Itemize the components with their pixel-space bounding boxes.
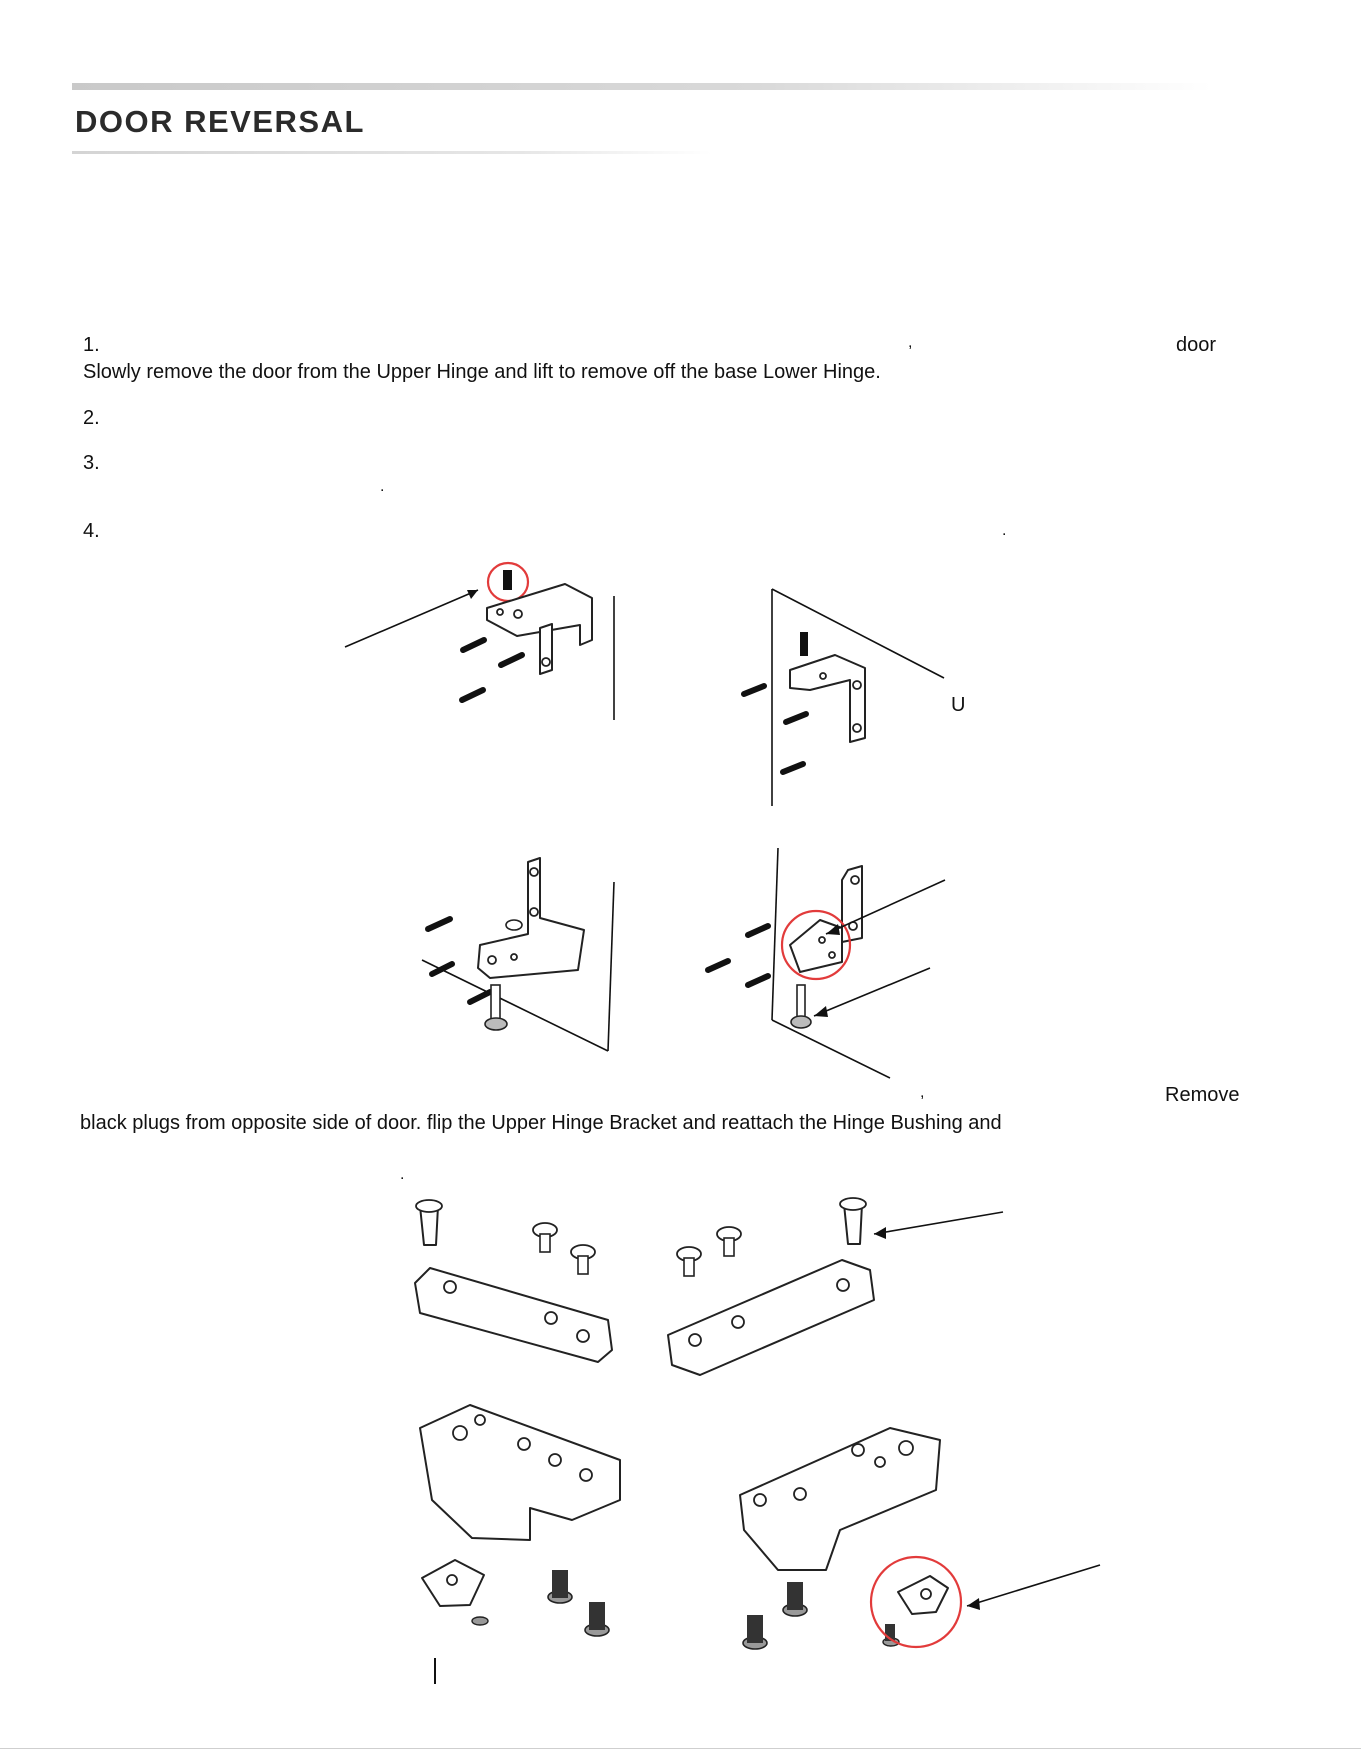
- step-3-period: .: [380, 478, 385, 495]
- paragraph-2-text-line-2: black plugs from opposite side of door. flip the Upper Hinge Bracket and reattach the Hinge Bushing and: [80, 1112, 1002, 1134]
- upper-hinge-figure-left: [345, 563, 614, 720]
- paragraph-2-period: .: [400, 1166, 405, 1183]
- step-1-number: 1.: [83, 334, 100, 356]
- step-1-door-word: door: [1176, 334, 1217, 356]
- page-title: DOOR REVERSAL: [75, 104, 365, 139]
- upper-hinge-figure-right: [744, 589, 944, 806]
- step-1-text-line-2: Slowly remove the door from the Upper Hinge and lift to remove off the base Lower Hinge.: [83, 361, 881, 383]
- step-1-comma: ,: [908, 334, 913, 351]
- step-3-number: 3.: [83, 452, 100, 474]
- hinge-pin: [503, 570, 512, 590]
- lower-hinge-figure-right: [708, 848, 945, 1078]
- page-bottom-rule: [0, 1748, 1361, 1749]
- hinge-parts-figure: [415, 1198, 1100, 1649]
- lower-hinge-figure-left: [422, 858, 614, 1051]
- footer-separator: [434, 1658, 436, 1684]
- step-4-number: 4.: [83, 520, 100, 542]
- paragraph-2-comma: ,: [920, 1084, 925, 1101]
- step-2-number: 2.: [83, 407, 100, 429]
- upper-hinge-label-u: U: [951, 694, 966, 716]
- paragraph-2-remove-word: Remove: [1165, 1084, 1240, 1106]
- step-4-period: .: [1002, 522, 1007, 539]
